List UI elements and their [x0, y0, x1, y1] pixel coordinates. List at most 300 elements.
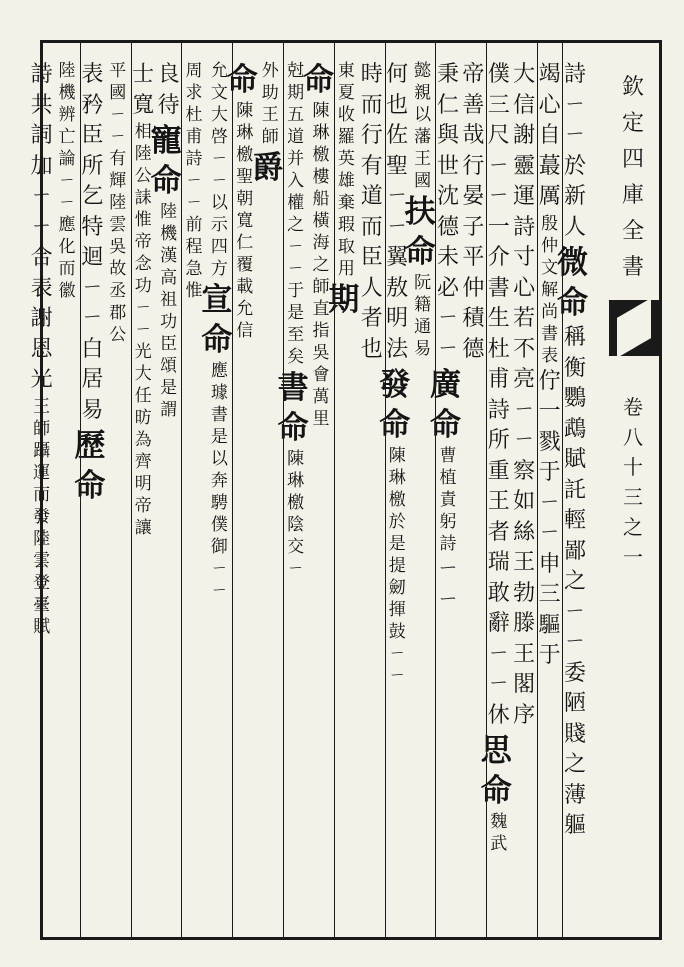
annotation-char: 求 [185, 83, 203, 103]
text-char: 僕 [487, 62, 510, 87]
annotation-char: ㄧ [210, 581, 228, 601]
text-char: 謝 [30, 306, 53, 331]
annotation-char: 詩 [439, 534, 457, 554]
text-char: 明 [386, 306, 409, 331]
text-char: 若 [513, 306, 536, 331]
text-char: 王 [513, 641, 536, 667]
annotation-char: 平 [109, 61, 127, 81]
annotation-char: 允 [210, 61, 228, 81]
annotation-char: 賦 [33, 616, 51, 637]
annotation-char: 方 [210, 259, 228, 279]
text-char: 託 [563, 477, 586, 503]
text-char: 帝 [462, 62, 485, 87]
annotation-char: 陸 [160, 202, 178, 222]
annotation-char: 指 [312, 321, 330, 341]
annotation-char: 外 [261, 61, 279, 81]
annotation-char: 明 [134, 474, 152, 494]
annotation-char: 惟 [185, 281, 203, 301]
text-char: 迴 [81, 245, 104, 270]
annotation-char: 之 [312, 255, 330, 275]
text-char: 新 [563, 184, 586, 209]
annotation-char: 程 [185, 237, 203, 257]
annotation-char: 而 [33, 484, 51, 505]
text-char: 運 [513, 184, 536, 209]
annotation-char: 而 [58, 259, 76, 279]
annotation-char: 念 [134, 254, 152, 274]
text-char: 矜 [81, 92, 104, 118]
annotation-char: 劒 [388, 578, 406, 598]
banner-char: 一 [623, 545, 643, 569]
text-char: ㄧ [436, 587, 459, 613]
text-char: ㄧ [513, 397, 536, 423]
annotation-char: 郡 [109, 303, 127, 323]
annotation-char: ㄧ [58, 193, 76, 213]
text-char: 鄙 [563, 538, 586, 564]
heading-char: 爵 [252, 150, 284, 186]
text-char: 世 [436, 153, 459, 179]
banner-char: 書 [621, 255, 644, 280]
text-char: 易 [81, 397, 104, 423]
text-char: 翼 [386, 245, 409, 270]
text-char: 陋 [563, 691, 586, 716]
annotation-char: 璩 [210, 383, 228, 403]
text-char: 心 [538, 92, 561, 118]
text-char: 三 [487, 92, 510, 118]
heading-char: 發 [379, 367, 411, 403]
annotation-char: 詩 [185, 149, 203, 169]
text-char: 于 [538, 460, 561, 485]
text-char: 臣 [360, 245, 383, 270]
text-char: ㄧ [563, 630, 586, 655]
annotation-char: 功 [160, 312, 178, 332]
text-char: 者 [487, 519, 510, 545]
text-column [27, 60, 57, 638]
annotation-char: 王 [414, 149, 432, 169]
annotation-char: ㄧ [210, 149, 228, 169]
annotation-char: 任 [134, 386, 152, 406]
annotation-char: 之 [287, 215, 305, 235]
annotation-char: 覆 [236, 255, 254, 275]
text-char: 辭 [487, 611, 510, 636]
text-char: 戮 [538, 429, 561, 455]
annotation-char: 急 [185, 259, 203, 279]
annotation-char: 橫 [312, 211, 330, 231]
text-char: 所 [81, 153, 104, 179]
annotation-char: 通 [414, 317, 432, 337]
heading-char: 命 [557, 285, 588, 321]
annotation-char: 發 [33, 506, 51, 527]
heading-char: 寵 [150, 123, 182, 159]
annotation-char: 陳 [236, 101, 254, 121]
text-char: 三 [538, 582, 561, 607]
text-char: ㄧ [436, 306, 459, 331]
text-char: ㄧ [538, 490, 561, 516]
annotation-char: 文 [541, 257, 559, 278]
text-char: 輕 [563, 508, 586, 533]
annotation-char: 書 [541, 323, 559, 344]
text-char: 心 [513, 275, 536, 301]
text-char: 衡 [563, 355, 586, 381]
annotation-char: 於 [388, 512, 406, 532]
heading-char: 命 [150, 163, 182, 199]
annotation-char: 甫 [185, 127, 203, 147]
annotation-char: 解 [541, 279, 559, 300]
annotation-char: 于 [287, 281, 305, 301]
text-char: ㄧ [513, 428, 536, 453]
text-char: 待 [157, 92, 180, 118]
annotation-char: 文 [210, 83, 228, 103]
annotation-char: 道 [287, 127, 305, 147]
annotation-char: 矣 [287, 347, 305, 367]
heading-char: 命 [379, 407, 411, 443]
annotation-char: 琳 [388, 468, 406, 488]
text-char: 何 [386, 62, 409, 87]
text-char: 尺 [487, 123, 510, 148]
text-char: 于 [538, 643, 561, 668]
heading-char: 命 [303, 62, 334, 98]
annotation-char: 期 [287, 83, 305, 103]
annotation-char: 陸 [109, 193, 127, 213]
annotation-char: 謂 [160, 400, 178, 420]
annotation-char: 王 [261, 105, 279, 125]
text-char: ㄧ [81, 306, 104, 331]
text-char: 詩 [487, 397, 510, 423]
heading-char: 宣 [201, 282, 233, 318]
annotation-char: 功 [134, 276, 152, 296]
annotation-char: 交 [287, 537, 305, 557]
heading-char: 思 [480, 733, 512, 769]
fishtail-mark [609, 300, 659, 356]
text-char: 稱 [563, 325, 586, 350]
annotation-char: ㄧ [185, 193, 203, 213]
text-char: 王 [513, 550, 536, 575]
heading-char: 命 [74, 468, 106, 504]
text-char: 信 [513, 92, 536, 118]
annotation-char: 運 [33, 462, 51, 483]
text-char: ㄧ [30, 184, 53, 209]
annotation-char: ㄧ [388, 666, 406, 686]
annotation-char: 陳 [388, 446, 406, 466]
annotation-char: 王 [33, 396, 51, 417]
text-char: 滕 [513, 611, 536, 636]
annotation-char: 化 [58, 237, 76, 257]
annotation-char: 帝 [134, 496, 152, 516]
annotation-char: 提 [388, 556, 406, 576]
annotation-char: 為 [134, 430, 152, 450]
text-char: 所 [487, 428, 510, 453]
annotation-char: ㄧ [134, 298, 152, 318]
annotation-char: ㄧ [388, 644, 406, 664]
text-char: 平 [462, 245, 485, 270]
text-char: 竭 [538, 62, 561, 87]
text-char: ㄧ [487, 641, 510, 667]
annotation-char: 入 [287, 171, 305, 191]
annotation-char: 亡 [58, 127, 76, 147]
annotation-char: 師 [312, 277, 330, 297]
text-char: 驅 [538, 612, 561, 638]
annotation-char: 允 [236, 299, 254, 319]
text-char: 者 [360, 306, 383, 331]
annotation-char: 羅 [337, 127, 355, 147]
text-char: 表 [81, 62, 104, 87]
text-char: 哉 [462, 123, 485, 148]
annotation-char: 誄 [134, 188, 152, 208]
annotation-char: 高 [160, 268, 178, 288]
annotation-char: 啓 [210, 127, 228, 147]
annotation-char: 祖 [160, 290, 178, 310]
text-char: ㄧ [436, 557, 459, 582]
text-char: ㄧ [386, 214, 409, 240]
text-char: 厲 [538, 184, 561, 209]
annotation-char: 論 [58, 149, 76, 169]
annotation-char: 以 [210, 193, 228, 213]
annotation-char: 阮 [414, 273, 432, 293]
text-char: 而 [360, 214, 383, 240]
annotation-char: 示 [210, 215, 228, 235]
text-char: 瑞 [487, 550, 510, 575]
annotation-char: 御 [210, 537, 228, 557]
heading-char: 命 [226, 62, 258, 98]
heading-char: 書 [277, 370, 309, 406]
text-char: 而 [360, 92, 383, 118]
annotation-char: 直 [312, 299, 330, 319]
annotation-char: 國 [109, 83, 127, 103]
annotation-char: 曹 [439, 446, 457, 466]
annotation-char: 帝 [134, 232, 152, 252]
text-char: 一 [487, 214, 510, 240]
text-char: 休 [487, 702, 510, 728]
annotation-char: 陸 [134, 144, 152, 164]
annotation-char: 聖 [236, 167, 254, 187]
annotation-char: ㄧ [287, 237, 305, 257]
text-char: ㄧ [81, 275, 104, 301]
text-char: 薄 [563, 782, 586, 808]
annotation-char: 陳 [287, 449, 305, 469]
heading-char: 命 [480, 773, 512, 809]
heading-char: 命 [430, 407, 461, 443]
annotation-char: 相 [134, 122, 152, 142]
text-char: 合 [30, 245, 53, 270]
text-char: 佇 [538, 368, 561, 394]
text-char: 有 [360, 153, 383, 179]
text-char: 未 [436, 245, 459, 270]
text-char: ㄧ [563, 599, 586, 625]
annotation-char: 瑕 [337, 215, 355, 235]
annotation-char: 海 [312, 233, 330, 253]
annotation-char: 易 [414, 339, 432, 359]
annotation-char: 是 [210, 427, 228, 447]
annotation-char: 師 [261, 127, 279, 147]
banner-char: 全 [621, 219, 644, 244]
text-char: 聖 [386, 153, 409, 179]
heading-char: 期 [328, 282, 360, 318]
heading-char: 歷 [74, 428, 106, 464]
text-char: 居 [81, 367, 104, 392]
annotation-char: 用 [337, 259, 355, 279]
annotation-char: 大 [210, 105, 228, 125]
annotation-char: 以 [210, 449, 228, 469]
annotation-char: 琳 [287, 471, 305, 491]
text-char: 之 [563, 569, 586, 594]
annotation-char: 載 [236, 277, 254, 297]
text-char: 靈 [513, 153, 536, 179]
annotation-char: 信 [236, 321, 254, 341]
annotation-char: 四 [210, 237, 228, 257]
text-char: 寸 [513, 245, 536, 270]
text-char: 申 [538, 551, 561, 577]
heading-char: 廣 [430, 367, 461, 403]
text-char: 絲 [513, 519, 536, 545]
annotation-char: 齊 [134, 452, 152, 472]
annotation-char: 殷 [541, 213, 559, 234]
banner-char: 十 [623, 455, 643, 479]
annotation-char: 國 [414, 171, 432, 191]
text-char: 也 [386, 92, 409, 118]
text-char: 詩 [563, 62, 586, 87]
annotation-char: 有 [109, 149, 127, 169]
text-char: 沈 [436, 184, 459, 209]
annotation-char: 雲 [109, 215, 127, 235]
annotation-char: 里 [312, 409, 330, 429]
annotation-char: 鼓 [388, 622, 406, 642]
annotation-char: 棄 [337, 193, 355, 213]
annotation-char: 輝 [109, 171, 127, 191]
text-char: 賦 [563, 447, 586, 472]
annotation-char: 丞 [109, 281, 127, 301]
annotation-char: 陸 [58, 61, 76, 81]
annotation-char: ㄧ [134, 320, 152, 340]
annotation-char: 奔 [210, 471, 228, 491]
annotation-char: 公 [109, 325, 127, 345]
text-char: ㄧ [563, 123, 586, 148]
annotation-char: 揮 [388, 600, 406, 620]
annotation-char: 檄 [236, 145, 254, 165]
annotation-char: 檄 [287, 493, 305, 513]
annotation-char: 藩 [414, 127, 432, 147]
banner-char: 卷 [623, 395, 643, 419]
annotation-char: 檄 [388, 490, 406, 510]
text-char: 乞 [81, 184, 104, 209]
text-char: 子 [462, 214, 485, 240]
annotation-char: 辨 [58, 105, 76, 125]
annotation-char: 書 [210, 405, 228, 425]
heading-char: 命 [201, 322, 233, 358]
text-char: ㄧ [386, 184, 409, 209]
text-char: 詩 [30, 62, 53, 87]
text-char: 恩 [30, 336, 53, 362]
annotation-char: 會 [312, 365, 330, 385]
text-char: 蕞 [538, 153, 561, 179]
text-char: 勃 [513, 580, 536, 606]
text-char: 王 [487, 489, 510, 514]
annotation-char: ㄧ [287, 259, 305, 279]
text-char: 一 [538, 399, 561, 424]
text-char: 共 [30, 92, 53, 118]
text-char: 閣 [513, 672, 536, 697]
text-char: 鵡 [563, 416, 586, 442]
text-char: 特 [81, 214, 104, 240]
annotation-char: 萬 [312, 387, 330, 407]
text-char: 生 [487, 306, 510, 331]
annotation-char: 昉 [134, 408, 152, 428]
annotation-char: 周 [185, 61, 203, 81]
annotation-char: 是 [287, 303, 305, 323]
text-char: 行 [462, 153, 485, 179]
banner-char: 之 [623, 515, 643, 539]
text-char: 白 [81, 336, 104, 362]
annotation-char: 表 [541, 345, 559, 366]
annotation-char: 陸 [33, 528, 51, 549]
annotation-char: 雄 [337, 171, 355, 191]
text-char: 光 [30, 367, 53, 392]
text-char: ㄧ [487, 184, 510, 209]
text-char: 也 [360, 336, 383, 362]
text-char: 於 [563, 153, 586, 179]
text-char: 秉 [436, 62, 459, 87]
annotation-char: 仁 [236, 233, 254, 253]
annotation-char: 杜 [185, 105, 203, 125]
text-char: 敖 [386, 275, 409, 301]
banner-volume [616, 392, 650, 572]
annotation-char: ㄧ [210, 559, 228, 579]
text-char: 表 [30, 275, 53, 301]
annotation-char: 英 [337, 149, 355, 169]
text-char: 士 [132, 62, 155, 87]
annotation-char: 師 [33, 418, 51, 439]
text-char: 大 [513, 62, 536, 87]
annotation-char: 朝 [236, 189, 254, 209]
banner-char: 三 [623, 485, 643, 509]
text-char: ㄧ [487, 672, 510, 697]
banner-char: 欽 [621, 75, 644, 100]
banner-char: 定 [621, 111, 644, 136]
annotation-char: 收 [337, 105, 355, 125]
annotation-char: 讓 [134, 518, 152, 538]
annotation-char: 陳 [312, 101, 330, 121]
annotation-char: 躬 [439, 512, 457, 532]
annotation-char: 權 [287, 193, 305, 213]
annotation-char: ㄧ [58, 171, 76, 191]
banner-char: 四 [621, 147, 644, 172]
annotation-char: 登 [33, 572, 51, 593]
annotation-char: 懿 [414, 61, 432, 81]
annotation-char: 故 [109, 259, 127, 279]
annotation-char: 籍 [414, 295, 432, 315]
annotation-char: 臣 [160, 334, 178, 354]
annotation-char: 騁 [210, 493, 228, 513]
text-char: 亮 [513, 367, 536, 392]
text-char: 不 [513, 336, 536, 362]
text-char: 法 [386, 336, 409, 362]
annotation-char: 武 [490, 834, 508, 854]
text-char: 與 [436, 123, 459, 148]
annotation-char: 前 [185, 215, 203, 235]
heading-char: 微 [557, 245, 588, 281]
text-char: 軀 [563, 813, 586, 838]
text-char: 書 [487, 275, 510, 301]
text-char: 德 [462, 336, 485, 362]
banner-title [616, 70, 650, 286]
annotation-char: 頌 [160, 356, 178, 376]
text-char: 自 [538, 123, 561, 148]
text-char: 謝 [513, 123, 536, 148]
annotation-char: 琳 [236, 123, 254, 143]
text-char: 道 [360, 184, 383, 209]
annotation-char: 吳 [109, 237, 127, 257]
text-char: 仁 [436, 92, 459, 118]
annotation-char: 是 [388, 534, 406, 554]
text-char: 人 [563, 214, 586, 240]
